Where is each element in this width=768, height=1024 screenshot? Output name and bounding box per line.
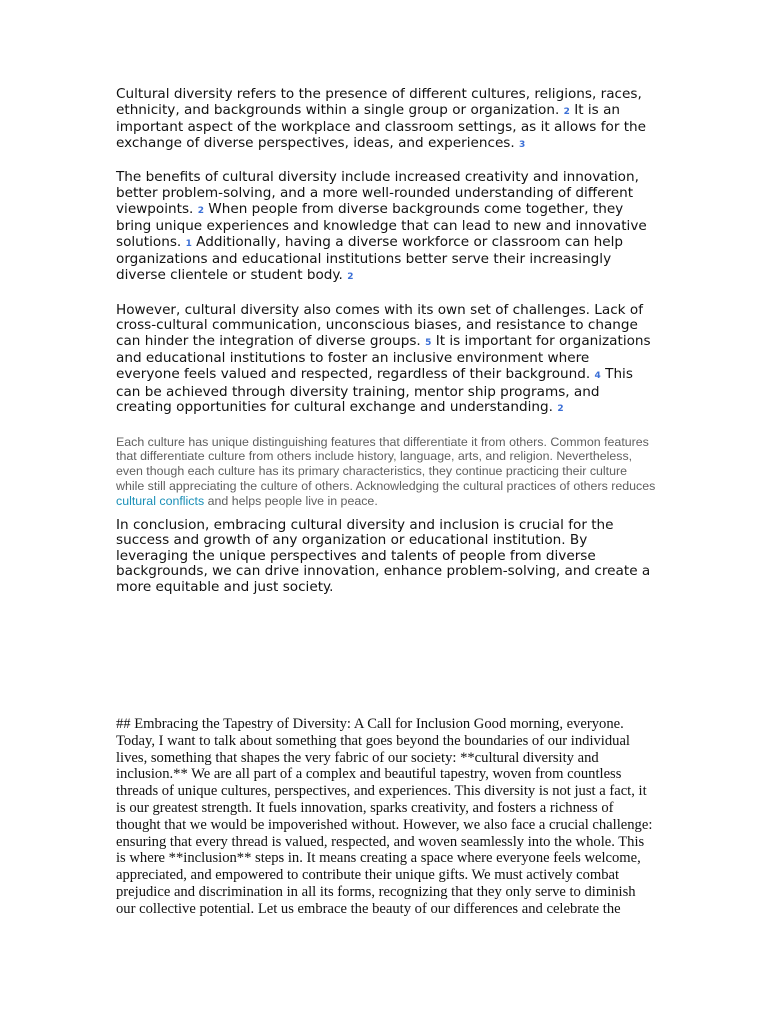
- citation-reference[interactable]: 2: [557, 404, 564, 415]
- paragraph-benefits: [116, 170, 656, 285]
- document-body: [116, 87, 656, 613]
- citation-reference[interactable]: 2: [197, 205, 204, 216]
- paragraph-text: This can be achieved through diversity training, mentor ship programs, and creating opportunities for cultural exchange and understanding.: [116, 365, 633, 416]
- speech-paragraph: ## Embracing the Tapestry of Diversity: A Call for Inclusion Good morning, everyone. Today, I want to talk about something that goes beyond the boundaries of our individual lives, something that shapes the very fabric of our society: **cultural diversity and inclusion.** We are all part of a complex and beautiful tapestry, woven from countless threads of unique cultures, perspectives, and experiences. This diversity is not just a fact, it is our greatest strength. It fuels innovation, sparks creativity, and fosters a richness of thought that we would be impoverished without. However, we also face a crucial challenge: ensuring that every thread is valued, respected, and woven seamlessly into the whole. This is where **inclusion** steps in. It means creating a space where everyone feels welcome, appreciated, and empowered to contribute their unique gifts. We must actively combat prejudice and discrimination in all its forms, recognizing that they only serve to diminish our collective potential. Let us embrace the beauty of our differences and celebrate the: [116, 716, 653, 917]
- paragraph-challenges: [116, 303, 656, 418]
- paragraph-text: and helps people live in peace.: [207, 493, 378, 508]
- citation-reference[interactable]: 3: [519, 139, 526, 150]
- paragraph-text: When people from diverse backgrounds come together, they bring unique experiences and knowledge that can lead to new and innovative solutions.: [116, 200, 647, 250]
- cultural-conflicts-link[interactable]: cultural conflicts: [116, 493, 205, 508]
- paragraph-culture-features: [116, 435, 656, 509]
- paragraph-text: Additionally, having a diverse workforce or classroom can help organizations and educational institutions better serve their increasingly diverse clientele or student body.: [116, 233, 624, 283]
- citation-reference[interactable]: 1: [185, 238, 192, 249]
- paragraph-text: However, cultural diversity also comes with its own set of challenges. Lack of cross-cultural communication, unconscious biases, and resistance to change can hinder the integration of diverse groups.: [116, 301, 643, 349]
- paragraph-text: Each culture has unique distinguishing features that differentiate it from others. Common features that differentiate culture from others include history, language, arts, and religion. Nevertheless, even though each culture has its primary characteristics, they continue practicing their culture while still appreciating the culture of others. Acknowledging the cultural practices of others reduces: [116, 434, 656, 494]
- paragraph-conclusion: [116, 518, 656, 596]
- citation-reference[interactable]: 2: [347, 271, 354, 282]
- paragraph-text: It is important for organizations and educational institutions to foster an inclusive environment where everyone feels valued and respected, regardless of their background.: [116, 332, 651, 382]
- paragraph-text: The benefits of cultural diversity include increased creativity and innovation, better problem-solving, and a more well-rounded understanding of different viewpoints.: [116, 169, 639, 217]
- paragraph-text: It is an important aspect of the workplace and classroom settings, as it allows for the exchange of diverse perspectives, ideas, and experiences.: [116, 101, 647, 151]
- citation-reference[interactable]: 5: [425, 337, 432, 348]
- citation-reference[interactable]: 4: [594, 370, 601, 381]
- paragraph-text: In conclusion, embracing cultural diversity and inclusion is crucial for the success and growth of any organization or educational institution. By leveraging the unique perspectives and talents of people from diverse backgrounds, we can drive innovation, enhance problem-solving, and create a more equitable and just society.: [116, 516, 651, 596]
- paragraph-text: Cultural diversity refers to the presence of different cultures, religions, races, ethnicity, and backgrounds within a single group or organization.: [116, 86, 642, 118]
- paragraph-definition: [116, 87, 656, 153]
- citation-reference[interactable]: 2: [563, 106, 570, 117]
